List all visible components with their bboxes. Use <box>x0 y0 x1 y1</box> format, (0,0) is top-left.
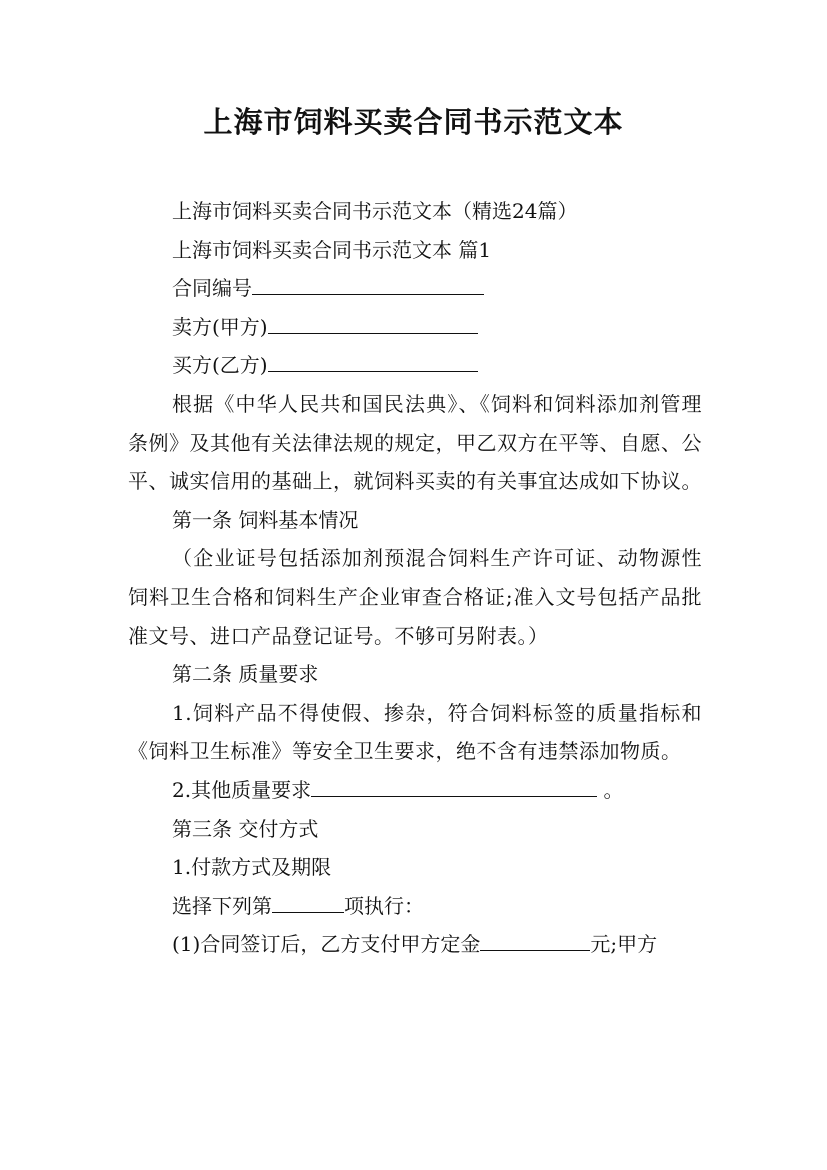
option1-row <box>128 925 702 964</box>
document-body <box>128 192 702 964</box>
buyer-label: 买方(乙方) <box>172 353 268 378</box>
seller-blank <box>268 309 478 334</box>
article3-item1: 1.付款方式及期限 <box>172 855 332 880</box>
buyer-blank <box>268 347 478 372</box>
other-quality-blank <box>311 772 597 797</box>
document-title: 上海市饲料买卖合同书示范文本 <box>203 105 624 139</box>
choose-option-row <box>128 887 702 926</box>
option-number-blank <box>272 888 344 913</box>
buyer-row <box>128 346 702 385</box>
option1-suffix: 元;甲方 <box>590 932 658 957</box>
seller-label: 卖方(甲方) <box>172 314 268 339</box>
article2-item1: 1.饲料产品不得使假、掺杂，符合饲料标签的质量指标和《饲料卫生标准》等安全卫生要求，绝不含有违禁添加物质。 <box>128 700 702 764</box>
article2-item2-label: 2.其他质量要求 <box>172 777 312 802</box>
article3-heading: 第三条 交付方式 <box>172 816 319 841</box>
subtitle-line: 上海市饲料买卖合同书示范文本（精选24篇） <box>172 199 578 223</box>
contract-number-row <box>128 269 702 308</box>
contract-number-blank <box>252 270 484 295</box>
article1-heading: 第一条 饲料基本情况 <box>172 507 359 532</box>
article2-heading: 第二条 质量要求 <box>172 662 319 687</box>
article1-note: （企业证号包括添加剂预混合饲料生产许可证、动物源性饲料卫生合格和饲料生产企业审查合格证;准入文号包括产品批准文号、进口产品登记证号。不够可另附表。） <box>128 546 702 648</box>
choose-suffix: 项执行： <box>344 893 424 918</box>
choose-prefix: 选择下列第 <box>172 893 272 918</box>
option1-prefix: (1)合同签订后，乙方支付甲方定金 <box>172 932 481 957</box>
intro-paragraph: 根据《中华人民共和国民法典》、《饲料和饲料添加剂管理条例》及其他有关法律法规的规定，甲乙双方在平等、自愿、公平、诚实信用的基础上，就饲料买卖的有关事宜达成如下协议。 <box>128 391 702 494</box>
article2-item2-end: 。 <box>597 777 624 802</box>
contract-number-label: 合同编号 <box>172 276 252 301</box>
article2-item2-row <box>128 771 702 810</box>
seller-row <box>128 308 702 347</box>
deposit-amount-blank <box>480 926 590 951</box>
section-heading: 上海市饲料买卖合同书示范文本 篇1 <box>172 237 492 262</box>
